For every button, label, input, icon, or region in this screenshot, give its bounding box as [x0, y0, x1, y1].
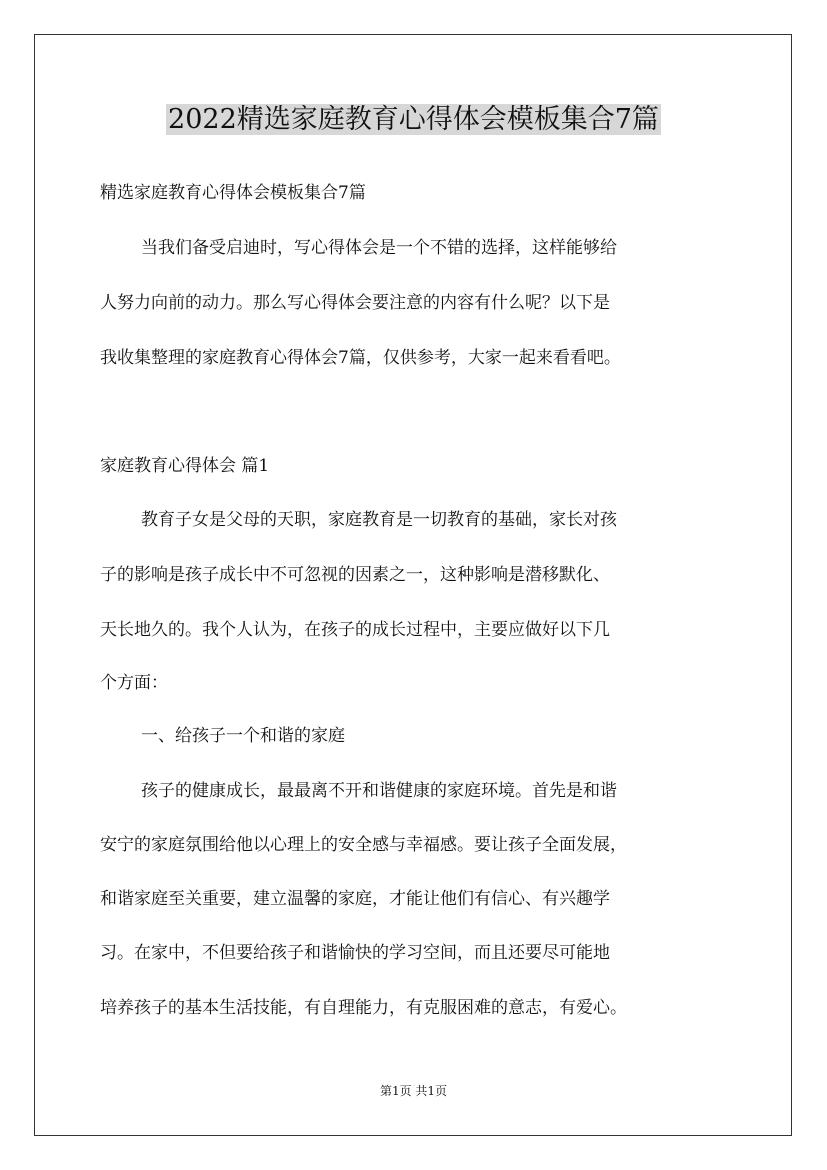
intro-line-2: 人努力向前的动力。那么写心得体会要注意的内容有什么呢？以下是 [100, 293, 610, 313]
document-subtitle: 精选家庭教育心得体会模板集合7篇 [100, 183, 366, 203]
point-heading: 一、给孩子一个和谐的家庭 [141, 726, 345, 746]
document-title-text: 2022精选家庭教育心得体会模板集合7篇 [168, 104, 659, 135]
point-line-3: 和谐家庭至关重要，建立温馨的家庭，才能让他们有信心、有兴趣学 [100, 889, 610, 909]
intro-line-1: 当我们备受启迪时，写心得体会是一个不错的选择，这样能够给 [141, 238, 617, 258]
point-line-5: 培养孩子的基本生活技能，有自理能力，有克服困难的意志，有爱心。 [100, 998, 627, 1018]
section-line-4: 个方面： [100, 673, 168, 693]
intro-line-3: 我收集整理的家庭教育心得体会7篇，仅供参考，大家一起来看看吧。 [100, 348, 621, 368]
section-line-3: 天长地久的。我个人认为，在孩子的成长过程中，主要应做好以下几 [100, 620, 610, 640]
point-line-4: 习。在家中，不但要给孩子和谐愉快的学习空间，而且还要尽可能地 [100, 943, 610, 963]
section-heading: 家庭教育心得体会 篇1 [100, 456, 270, 476]
point-line-1: 孩子的健康成长，最最离不开和谐健康的家庭环境。首先是和谐 [141, 781, 617, 801]
page-footer: 第1页 共1页 [379, 1084, 448, 1098]
document-title [0, 100, 827, 140]
section-line-1: 教育子女是父母的天职，家庭教育是一切教育的基础，家长对孩 [141, 510, 617, 530]
section-line-2: 子的影响是孩子成长中不可忽视的因素之一，这种影响是潜移默化、 [100, 565, 610, 585]
point-line-2: 安宁的家庭氛围给他以心理上的安全感与幸福感。要让孩子全面发展， [100, 835, 627, 855]
